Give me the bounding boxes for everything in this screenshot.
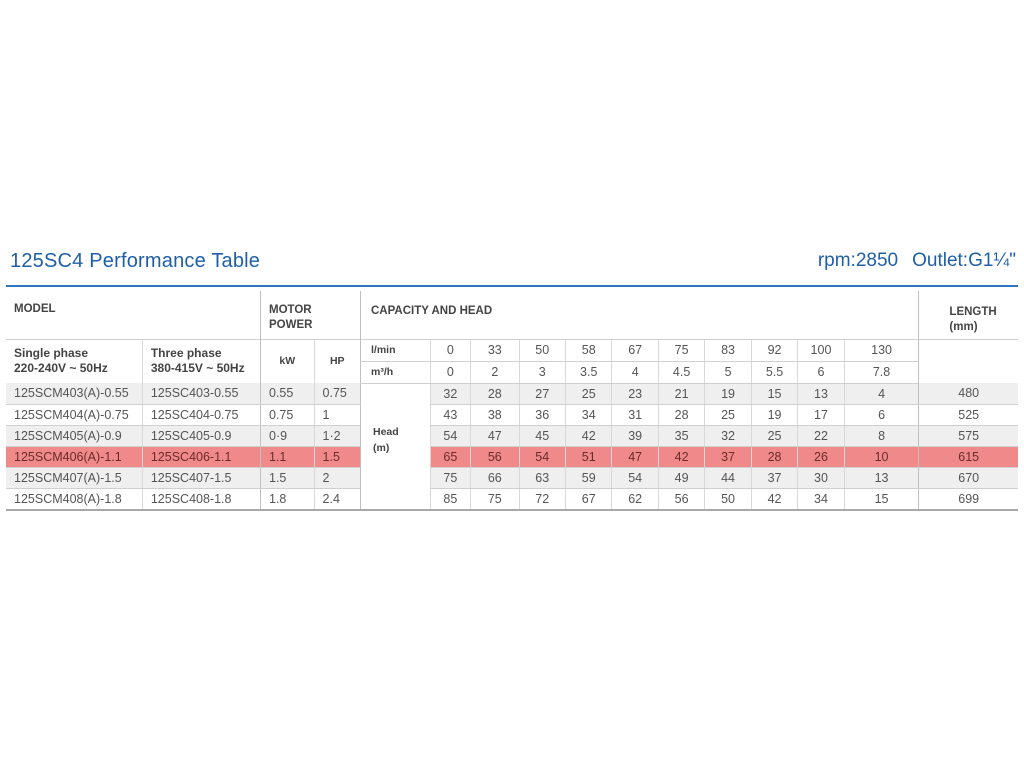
- three-phase-model: 125SC403-0.55: [142, 383, 260, 404]
- head-value: 85: [430, 488, 470, 510]
- three-phase-model: 125SC408-1.8: [142, 488, 260, 510]
- head-value: 15: [751, 383, 797, 404]
- flow-lmin-cell: 130: [844, 339, 919, 361]
- head-value: 25: [705, 404, 751, 425]
- flow-m3h-cell: 0: [430, 361, 470, 383]
- table-title: 125SC4 Performance Table: [10, 250, 261, 272]
- head-value: 44: [705, 467, 751, 488]
- single-phase-model: 125SCM406(A)-1.1: [6, 446, 142, 467]
- head-value: 56: [658, 488, 704, 510]
- flow-lmin-cell: 33: [471, 339, 519, 361]
- head-value: 28: [471, 383, 519, 404]
- head-value: 32: [705, 425, 751, 446]
- head-value: 15: [844, 488, 919, 510]
- capacity-head-header: CAPACITY AND HEAD: [360, 291, 918, 339]
- kw-value: 1.1: [261, 446, 315, 467]
- head-value: 4: [844, 383, 919, 404]
- head-value: 17: [798, 404, 844, 425]
- kw-value: 0·9: [261, 425, 315, 446]
- head-value: 54: [430, 425, 470, 446]
- flow-m3h-cell: 4: [612, 361, 658, 383]
- hp-value: 1·2: [314, 425, 360, 446]
- head-value: 31: [612, 404, 658, 425]
- head-value: 25: [565, 383, 611, 404]
- head-value: 62: [612, 488, 658, 510]
- kw-value: 0.75: [261, 404, 315, 425]
- flow-m3h-cell: 5.5: [751, 361, 797, 383]
- head-value: 13: [798, 383, 844, 404]
- head-value: 51: [565, 446, 611, 467]
- head-label: Head (m): [360, 383, 430, 510]
- flow-lmin-cell: 58: [565, 339, 611, 361]
- head-value: 19: [751, 404, 797, 425]
- three-phase-model: 125SC407-1.5: [142, 467, 260, 488]
- head-value: 63: [519, 467, 565, 488]
- flow-m3h-cell: 3.5: [565, 361, 611, 383]
- head-value: 23: [612, 383, 658, 404]
- flow-m3h-cell: 2: [471, 361, 519, 383]
- head-value: 25: [751, 425, 797, 446]
- outlet-label: Outlet:G1¼": [912, 250, 1016, 271]
- head-value: 37: [751, 467, 797, 488]
- length-value: 615: [919, 446, 1018, 467]
- head-value: 54: [612, 467, 658, 488]
- single-phase-model: 125SCM403(A)-0.55: [6, 383, 142, 404]
- head-value: 38: [471, 404, 519, 425]
- head-value: 66: [471, 467, 519, 488]
- hp-value: 0.75: [314, 383, 360, 404]
- head-value: 72: [519, 488, 565, 510]
- three-phase-model: 125SC404-0.75: [142, 404, 260, 425]
- head-value: 42: [565, 425, 611, 446]
- head-value: 34: [565, 404, 611, 425]
- head-value: 54: [519, 446, 565, 467]
- head-value: 13: [844, 467, 919, 488]
- head-value: 34: [798, 488, 844, 510]
- head-value: 22: [798, 425, 844, 446]
- pump-specs: [818, 250, 1016, 272]
- three-phase-model: 125SC406-1.1: [142, 446, 260, 467]
- flow-lmin-cell: 67: [612, 339, 658, 361]
- length-header-spacer: [919, 339, 1018, 383]
- length-value: 699: [919, 488, 1018, 510]
- head-value: 30: [798, 467, 844, 488]
- head-value: 10: [844, 446, 919, 467]
- head-value: 65: [430, 446, 470, 467]
- head-value: 35: [658, 425, 704, 446]
- single-phase-header: Single phase 220-240V ~ 50Hz: [6, 339, 142, 383]
- head-value: 28: [751, 446, 797, 467]
- head-value: 6: [844, 404, 919, 425]
- kw-header: kW: [261, 339, 315, 383]
- flow-m3h-cell: 6: [798, 361, 844, 383]
- length-value: 525: [919, 404, 1018, 425]
- kw-value: 1.5: [261, 467, 315, 488]
- length-value: 480: [919, 383, 1018, 404]
- head-value: 27: [519, 383, 565, 404]
- head-value: 75: [471, 488, 519, 510]
- flow-lmin-cell: 0: [430, 339, 470, 361]
- length-value: 575: [919, 425, 1018, 446]
- hp-value: 1.5: [314, 446, 360, 467]
- table-row: [6, 467, 1018, 488]
- head-value: 39: [612, 425, 658, 446]
- flow-lmin-cell: 83: [705, 339, 751, 361]
- head-value: 36: [519, 404, 565, 425]
- head-value: 50: [705, 488, 751, 510]
- head-value: 8: [844, 425, 919, 446]
- head-value: 42: [751, 488, 797, 510]
- head-value: 59: [565, 467, 611, 488]
- table-row: [6, 425, 1018, 446]
- single-phase-model: 125SCM405(A)-0.9: [6, 425, 142, 446]
- lmin-label: l/min: [360, 339, 430, 361]
- hp-value: 2: [314, 467, 360, 488]
- motor-power-header: MOTOR POWER: [261, 291, 361, 339]
- length-header: LENGTH (mm): [919, 291, 1018, 339]
- head-value: 56: [471, 446, 519, 467]
- rpm-label: rpm:2850: [817, 250, 899, 271]
- flow-lmin-cell: 50: [519, 339, 565, 361]
- hp-value: 2.4: [314, 488, 360, 510]
- m3h-label: m³/h: [360, 361, 430, 383]
- kw-value: 1.8: [261, 488, 315, 510]
- head-value: 28: [658, 404, 704, 425]
- table-row: [6, 404, 1018, 425]
- flow-lmin-cell: 75: [658, 339, 704, 361]
- head-value: 49: [658, 467, 704, 488]
- performance-table: [6, 291, 1018, 511]
- head-value: 47: [471, 425, 519, 446]
- kw-value: 0.55: [261, 383, 315, 404]
- flow-lmin-cell: 92: [751, 339, 797, 361]
- head-value: 43: [430, 404, 470, 425]
- three-phase-model: 125SC405-0.9: [142, 425, 260, 446]
- single-phase-model: 125SCM408(A)-1.8: [6, 488, 142, 510]
- head-value: 32: [430, 383, 470, 404]
- head-value: 37: [705, 446, 751, 467]
- hp-header: HP: [314, 339, 360, 383]
- head-value: 21: [658, 383, 704, 404]
- head-value: 42: [658, 446, 704, 467]
- table-row: [6, 488, 1018, 510]
- flow-m3h-cell: 7.8: [844, 361, 919, 383]
- single-phase-model: 125SCM404(A)-0.75: [6, 404, 142, 425]
- title-rule: [6, 285, 1018, 287]
- hp-value: 1: [314, 404, 360, 425]
- head-value: 47: [612, 446, 658, 467]
- length-value: 670: [919, 467, 1018, 488]
- flow-m3h-cell: 4.5: [658, 361, 704, 383]
- head-value: 67: [565, 488, 611, 510]
- head-value: 45: [519, 425, 565, 446]
- flow-m3h-cell: 3: [519, 361, 565, 383]
- flow-m3h-cell: 5: [705, 361, 751, 383]
- table-row: [6, 383, 1018, 404]
- flow-lmin-cell: 100: [798, 339, 844, 361]
- table-row: [6, 446, 1018, 467]
- model-header: MODEL: [14, 303, 56, 315]
- head-value: 19: [705, 383, 751, 404]
- three-phase-header: Three phase 380-415V ~ 50Hz: [142, 339, 260, 383]
- head-value: 26: [798, 446, 844, 467]
- single-phase-model: 125SCM407(A)-1.5: [6, 467, 142, 488]
- head-value: 75: [430, 467, 470, 488]
